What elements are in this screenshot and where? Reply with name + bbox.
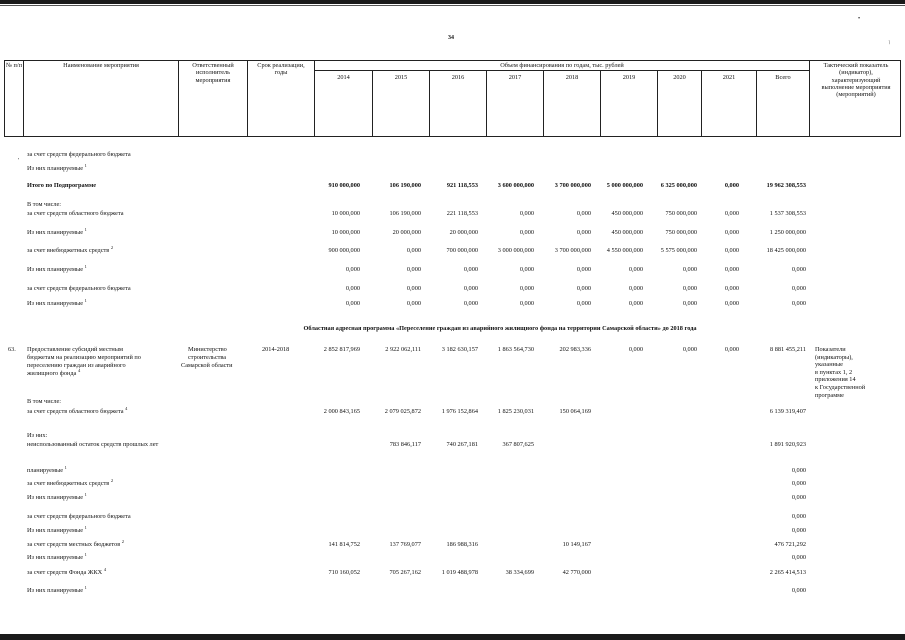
header-year-label: 2016 xyxy=(451,74,465,81)
footnote-mark: 1 xyxy=(84,162,87,168)
page-number: 34 xyxy=(448,35,454,41)
row-label xyxy=(27,538,125,548)
row-label xyxy=(27,566,107,576)
value-cell: 0,000 xyxy=(724,247,739,254)
row-label-text: за счет средств областного бюджета xyxy=(27,210,124,217)
bottom-border xyxy=(0,634,905,640)
item-63-number: 63. xyxy=(8,346,16,353)
value-cell: 0,000 xyxy=(724,346,739,353)
footnote-mark: 1 xyxy=(84,551,87,557)
row-label xyxy=(27,513,131,520)
value-cell: 38 334,699 xyxy=(505,569,534,576)
header-year-label: 2019 xyxy=(622,74,636,81)
value-cell: 0,000 xyxy=(406,266,421,273)
header-cell-number xyxy=(4,60,24,137)
row-label xyxy=(27,201,61,208)
value-cell: 6 139 319,407 xyxy=(769,408,806,415)
header-year-cell xyxy=(429,70,487,137)
item-63-name-3: переселению граждан из аварийного xyxy=(27,362,126,369)
row-label xyxy=(27,524,87,534)
item-63-executor-2: строительства xyxy=(188,354,227,361)
item-63-executor-1: Министерство xyxy=(188,346,227,353)
value-cell: 750 000,000 xyxy=(665,210,697,217)
header-cell-indicator xyxy=(809,60,901,137)
row-label-text: за счет средств федерального бюджета xyxy=(27,513,131,520)
row-label xyxy=(27,297,87,307)
row-label-text: Итого по Подпрограмме xyxy=(27,182,97,189)
row-label-text: за счет средств местных бюджетов xyxy=(27,541,121,548)
row-label xyxy=(27,210,124,217)
value-cell: 0,000 xyxy=(628,266,643,273)
value-cell: 202 983,336 xyxy=(559,346,591,353)
section-title: Областная адресная программа «Переселение граждан из аварийного жилищного фонда на территории Самарской области» до 2018 года xyxy=(303,325,697,332)
row-label-text: за счет средств Фонда ЖКХ xyxy=(27,569,103,576)
header-year-cell xyxy=(372,70,430,137)
row-label-text: Из них планируемые xyxy=(27,229,84,236)
row-label xyxy=(27,464,67,474)
footnote-mark: 2 xyxy=(121,538,125,544)
value-cell: 0,000 xyxy=(519,210,534,217)
value-cell: 0,000 xyxy=(345,300,360,307)
value-cell: 900 000,000 xyxy=(328,247,360,254)
value-cell: 0,000 xyxy=(791,554,806,561)
row-label xyxy=(27,182,96,189)
value-cell: 0,000 xyxy=(463,300,478,307)
value-cell: 367 807,625 xyxy=(502,441,534,448)
row-label xyxy=(27,584,87,594)
row-label-text: за счет средств областного бюджета xyxy=(27,408,124,415)
value-cell: 910 000,000 xyxy=(328,182,360,189)
value-cell: 783 846,117 xyxy=(389,441,421,448)
header-cell-term xyxy=(247,60,315,137)
indicator-line: (индикаторы), xyxy=(815,353,853,361)
value-cell: 0,000 xyxy=(576,210,591,217)
value-cell: 1 976 152,864 xyxy=(441,408,478,415)
value-cell: 0,000 xyxy=(791,266,806,273)
header-executor-label: Ответственный исполнитель мероприятия xyxy=(192,62,234,84)
footnote-mark: 1 xyxy=(84,297,87,303)
value-cell: 0,000 xyxy=(682,300,697,307)
value-cell: 0,000 xyxy=(576,266,591,273)
value-cell: 20 000,000 xyxy=(392,229,421,236)
value-cell: 0,000 xyxy=(628,300,643,307)
row-label xyxy=(27,477,114,487)
indicator-line: программе xyxy=(815,391,844,399)
header-year-cell xyxy=(600,70,658,137)
header-year-label: Всего xyxy=(775,74,791,81)
top-border-line xyxy=(0,5,905,6)
value-cell: 450 000,000 xyxy=(611,229,643,236)
value-cell: 20 000,000 xyxy=(449,229,478,236)
value-cell: 2 079 025,872 xyxy=(384,408,421,415)
value-cell: 3 600 000,000 xyxy=(497,182,534,189)
row-label-text: планируемые xyxy=(27,467,63,474)
value-cell: 10 000,000 xyxy=(331,229,360,236)
value-cell: 740 267,181 xyxy=(446,441,478,448)
value-cell: 450 000,000 xyxy=(611,210,643,217)
row-label-text: за счет средств федерального бюджета xyxy=(27,285,131,292)
value-cell: 0,000 xyxy=(519,300,534,307)
value-cell: 0,000 xyxy=(724,266,739,273)
header-number-label: № п/п xyxy=(5,62,23,69)
value-cell: 921 118,553 xyxy=(446,182,478,189)
row-label xyxy=(27,162,87,172)
footnote-mark: 1 xyxy=(84,584,87,590)
value-cell: 19 962 308,553 xyxy=(766,182,806,189)
row-label-text: Из них планируемые xyxy=(27,494,84,501)
value-cell: 0,000 xyxy=(724,229,739,236)
value-cell: 710 160,052 xyxy=(328,569,360,576)
row-label xyxy=(27,491,87,501)
row-label-text: Из них планируемые xyxy=(27,266,84,273)
indicator-line: в пунктах 1, 2 xyxy=(815,368,853,376)
value-cell: 0,000 xyxy=(628,346,643,353)
header-year-label: 2017 xyxy=(508,74,522,81)
item-63-name-1: Предоставление субсидий местным xyxy=(27,346,124,353)
value-cell: 0,000 xyxy=(406,247,421,254)
value-cell: 1 019 488,978 xyxy=(441,569,478,576)
value-cell: 0,000 xyxy=(406,300,421,307)
value-cell: 2 000 843,165 xyxy=(323,408,360,415)
value-cell: 3 000 000,000 xyxy=(497,247,534,254)
value-cell: 186 988,316 xyxy=(446,541,478,548)
value-cell: 3 700 000,000 xyxy=(554,182,591,189)
row-label xyxy=(27,151,131,158)
header-name-label: Наименование мероприятия xyxy=(63,62,139,69)
row-label xyxy=(27,398,61,405)
row-label-text: Из них: xyxy=(27,432,48,439)
value-cell: 0,000 xyxy=(724,182,739,189)
value-cell: 0,000 xyxy=(576,300,591,307)
value-cell: 2 265 414,513 xyxy=(769,569,806,576)
value-cell: 2 852 817,969 xyxy=(323,346,360,353)
header-year-cell xyxy=(657,70,702,137)
value-cell: 0,000 xyxy=(345,266,360,273)
row-label xyxy=(27,285,131,292)
row-label: неиспользованный остаток средств прошлых лет xyxy=(27,441,159,448)
value-cell: 0,000 xyxy=(345,285,360,292)
header-year-cell xyxy=(486,70,544,137)
header-cell-name xyxy=(23,60,179,137)
row-label-text: Из них планируемые xyxy=(27,165,84,172)
value-cell: 0,000 xyxy=(576,285,591,292)
header-year-label: 2021 xyxy=(722,74,736,81)
footnote-mark: 2 xyxy=(110,477,114,483)
row-label xyxy=(27,551,87,561)
value-cell: 0,000 xyxy=(724,285,739,292)
header-cell-executor xyxy=(178,60,248,137)
value-cell: 137 769,077 xyxy=(389,541,421,548)
value-cell: 1 537 308,553 xyxy=(769,210,806,217)
value-cell: 0,000 xyxy=(724,210,739,217)
header-term-label: Срок реализации, годы xyxy=(257,62,305,77)
value-cell: 700 000,000 xyxy=(446,247,478,254)
scan-mark: • xyxy=(858,16,861,22)
value-cell: 6 325 000,000 xyxy=(660,182,697,189)
value-cell: 10 149,167 xyxy=(562,541,591,548)
value-cell: 0,000 xyxy=(791,587,806,594)
row-label-text: за счет средств федерального бюджета xyxy=(27,151,131,158)
footnote-mark: 1 xyxy=(64,464,67,470)
value-cell: 4 550 000,000 xyxy=(606,247,643,254)
footnote-mark: 1 xyxy=(84,226,87,232)
value-cell: 0,000 xyxy=(519,285,534,292)
value-cell: 0,000 xyxy=(406,285,421,292)
row-label-text: В том числе: xyxy=(27,201,62,208)
footnote-mark: 2 xyxy=(110,244,114,250)
header-funding-label: Объем финансирования по годам, тыс. рублей xyxy=(500,62,624,69)
value-cell: 0,000 xyxy=(682,266,697,273)
value-cell: 1 863 564,730 xyxy=(497,346,534,353)
value-cell: 1 891 920,923 xyxy=(769,441,806,448)
value-cell: 0,000 xyxy=(519,229,534,236)
footnote-mark: 1 xyxy=(84,524,87,530)
header-year-label: 2015 xyxy=(394,74,408,81)
value-cell: 10 000,000 xyxy=(331,210,360,217)
top-border xyxy=(0,0,905,4)
footnote-mark: 1 xyxy=(84,491,87,497)
value-cell: 42 770,000 xyxy=(562,569,591,576)
indicator-line: указанные xyxy=(815,361,843,369)
item-63-term: 2014-2018 xyxy=(262,346,290,353)
value-cell: 476 721,292 xyxy=(774,541,806,548)
value-cell: 0,000 xyxy=(791,467,806,474)
value-cell: 0,000 xyxy=(791,480,806,487)
header-year-cell xyxy=(756,70,810,137)
value-cell: 0,000 xyxy=(791,300,806,307)
value-cell: 0,000 xyxy=(791,285,806,292)
indicator-line: к Государственной xyxy=(815,384,866,391)
value-cell: 5 000 000,000 xyxy=(606,182,643,189)
value-cell: 221 118,553 xyxy=(446,210,478,217)
value-cell: 750 000,000 xyxy=(665,229,697,236)
header-year-cell xyxy=(314,70,373,137)
value-cell: 141 814,752 xyxy=(328,541,360,548)
value-cell: 106 190,000 xyxy=(389,182,421,189)
value-cell: 0,000 xyxy=(682,285,697,292)
item-63-name-4: жилищного фонда $^4$ xyxy=(27,367,81,377)
value-cell: 8 881 455,211 xyxy=(770,346,806,353)
row-label-text: Из них планируемые xyxy=(27,527,84,534)
value-cell: 0,000 xyxy=(628,285,643,292)
header-year-label: 2014 xyxy=(337,74,350,81)
value-cell: 3 700 000,000 xyxy=(554,247,591,254)
row-label xyxy=(27,432,47,439)
value-cell: 1 825 230,031 xyxy=(497,408,534,415)
value-cell: 0,000 xyxy=(791,527,806,534)
indicator-line: Показатели xyxy=(815,346,846,353)
value-cell: 0,000 xyxy=(682,346,697,353)
header-year-cell xyxy=(543,70,601,137)
item-63-name-2: бюджетам на реализацию мероприятий по xyxy=(27,354,141,361)
value-cell: 5 575 000,000 xyxy=(660,247,697,254)
value-cell: 18 425 000,000 xyxy=(766,247,806,254)
value-cell: 0,000 xyxy=(519,266,534,273)
value-cell: 0,000 xyxy=(463,266,478,273)
row-label xyxy=(27,244,114,254)
footnote-mark: 1 xyxy=(84,263,87,269)
header-indicator-label: Тактический показатель (индикатор), характеризующий выполнение мероприятия (мероприятий) xyxy=(821,62,891,99)
row-label-text: Из них планируемые xyxy=(27,554,84,561)
header-year-label: 2018 xyxy=(565,74,579,81)
row-label xyxy=(27,226,87,236)
value-cell: 1 250 000,000 xyxy=(769,229,806,236)
row-label-text: за счет внебюджетных средств xyxy=(27,480,110,487)
value-cell: 705 267,162 xyxy=(389,569,421,576)
row-label xyxy=(27,405,128,415)
value-cell: 0,000 xyxy=(576,229,591,236)
scan-mark: / xyxy=(887,39,893,47)
row-label-text: Из них планируемые xyxy=(27,300,84,307)
value-cell: 3 182 630,157 xyxy=(441,346,478,353)
value-cell: 2 922 062,111 xyxy=(385,346,421,353)
value-cell: 0,000 xyxy=(791,494,806,501)
value-cell: 0,000 xyxy=(724,300,739,307)
row-label-text: В том числе: xyxy=(27,398,62,405)
footnote-mark: 4 xyxy=(103,566,107,572)
row-label-text: Из них планируемые xyxy=(27,587,84,594)
row-label xyxy=(27,263,87,273)
indicator-line: приложения 14 xyxy=(815,376,856,384)
row-label-text: за счет внебюджетных средств xyxy=(27,247,110,254)
header-year-cell xyxy=(701,70,757,137)
item-63-executor-3: Самарской области xyxy=(181,362,233,369)
scan-mark: ' xyxy=(18,158,20,164)
header-year-label: 2020 xyxy=(673,74,686,81)
value-cell: 0,000 xyxy=(791,513,806,520)
value-cell: 150 064,169 xyxy=(559,408,591,415)
value-cell: 106 190,000 xyxy=(389,210,421,217)
value-cell: 0,000 xyxy=(463,285,478,292)
footnote-mark: 4 xyxy=(125,405,128,411)
